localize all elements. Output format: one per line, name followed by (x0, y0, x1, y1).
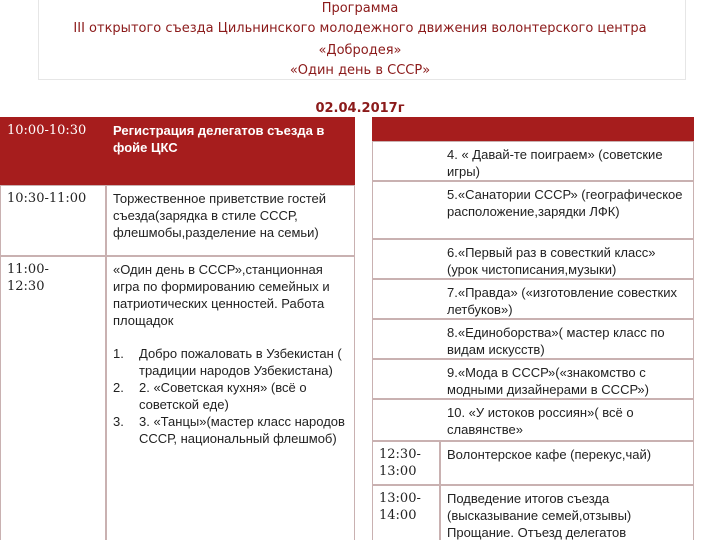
station-text: 5.«Санатории СССР» (географическое расположение,зарядки ЛФК) (447, 187, 683, 219)
time-label: 12:30-13:00 (379, 447, 421, 479)
activity-text: «Один день в СССР»,станционная игра по формированию семейных и патриотических ценностей. Работа площадок (113, 262, 330, 328)
list-text: Добро пожаловать в Узбекистан ( традиции народов Узбекистана) (139, 346, 342, 378)
station-cell (372, 181, 694, 239)
activity-cell (440, 441, 694, 485)
station-cell (372, 279, 694, 319)
time-cell (0, 185, 106, 256)
time-label: 11:00-12:30 (7, 262, 49, 294)
station-text: 8.«Единоборства»( мастер класс по видам искусств) (447, 325, 665, 357)
list-item (113, 379, 348, 413)
activity-cell (106, 117, 355, 185)
time-cell (372, 441, 440, 485)
list-number: 2. (113, 380, 124, 395)
station-text: 10. «У истоков россиян»( всё о славянстве» (447, 405, 634, 437)
station-text: 7.«Правда» («изготовление совестких летбуков») (447, 285, 677, 317)
activity-cell (440, 485, 694, 540)
list-item (113, 413, 348, 447)
center-name: «Добродея» (318, 43, 402, 58)
list-item (113, 345, 348, 379)
activity-cell (106, 256, 355, 540)
activity-text: Регистрация делегатов съезда в фойе ЦКС (113, 123, 325, 155)
station-cell (372, 359, 694, 399)
list-text: 2. «Советская кухня» (всё о советской еде) (139, 380, 307, 412)
activity-cell (106, 185, 355, 256)
station-cell (372, 319, 694, 359)
time-label: 13:00-14:00 (379, 491, 421, 523)
time-label: 10:30-11:00 (7, 191, 87, 206)
station-list (113, 345, 348, 447)
time-cell (372, 485, 440, 540)
congress-title: III открытого съезда Цильнинского молодежного движения волонтерского центра (73, 21, 647, 36)
time-cell (0, 117, 106, 185)
station-text: 6.«Первый раз в совесткий класс» (урок чистописания,музыки) (447, 245, 656, 277)
station-cell (372, 239, 694, 279)
activity-text: Торжественное приветствие гостей съезда(зарядка в стиле СССР, флешмобы,разделение на семьи) (113, 191, 327, 240)
event-theme: «Один день в СССР» (289, 63, 431, 78)
program-title: Программа (321, 1, 399, 16)
list-number: 3. (113, 414, 124, 429)
right-header-bar (372, 117, 694, 141)
event-date: 02.04.2017г (315, 101, 405, 116)
activity-text: Подведение итогов съезда (высказывание семей,отзывы) Прощание. Отъезд делегатов (447, 491, 632, 540)
list-number: 1. (113, 346, 124, 361)
list-text: 3. «Танцы»(мастер класс народов СССР, национальный флешмоб) (139, 414, 345, 446)
station-cell (372, 141, 694, 181)
time-label: 10:00-10:30 (7, 123, 87, 138)
station-text: 4. « Давай-те поиграем» (советские игры) (447, 147, 663, 179)
station-text: 9.«Мода в СССР»(«знакомство с модными дизайнерами в СССР») (447, 365, 649, 397)
activity-text: Волонтерское кафе (перекус,чай) (447, 447, 652, 462)
station-cell (372, 399, 694, 441)
time-cell (0, 256, 106, 540)
